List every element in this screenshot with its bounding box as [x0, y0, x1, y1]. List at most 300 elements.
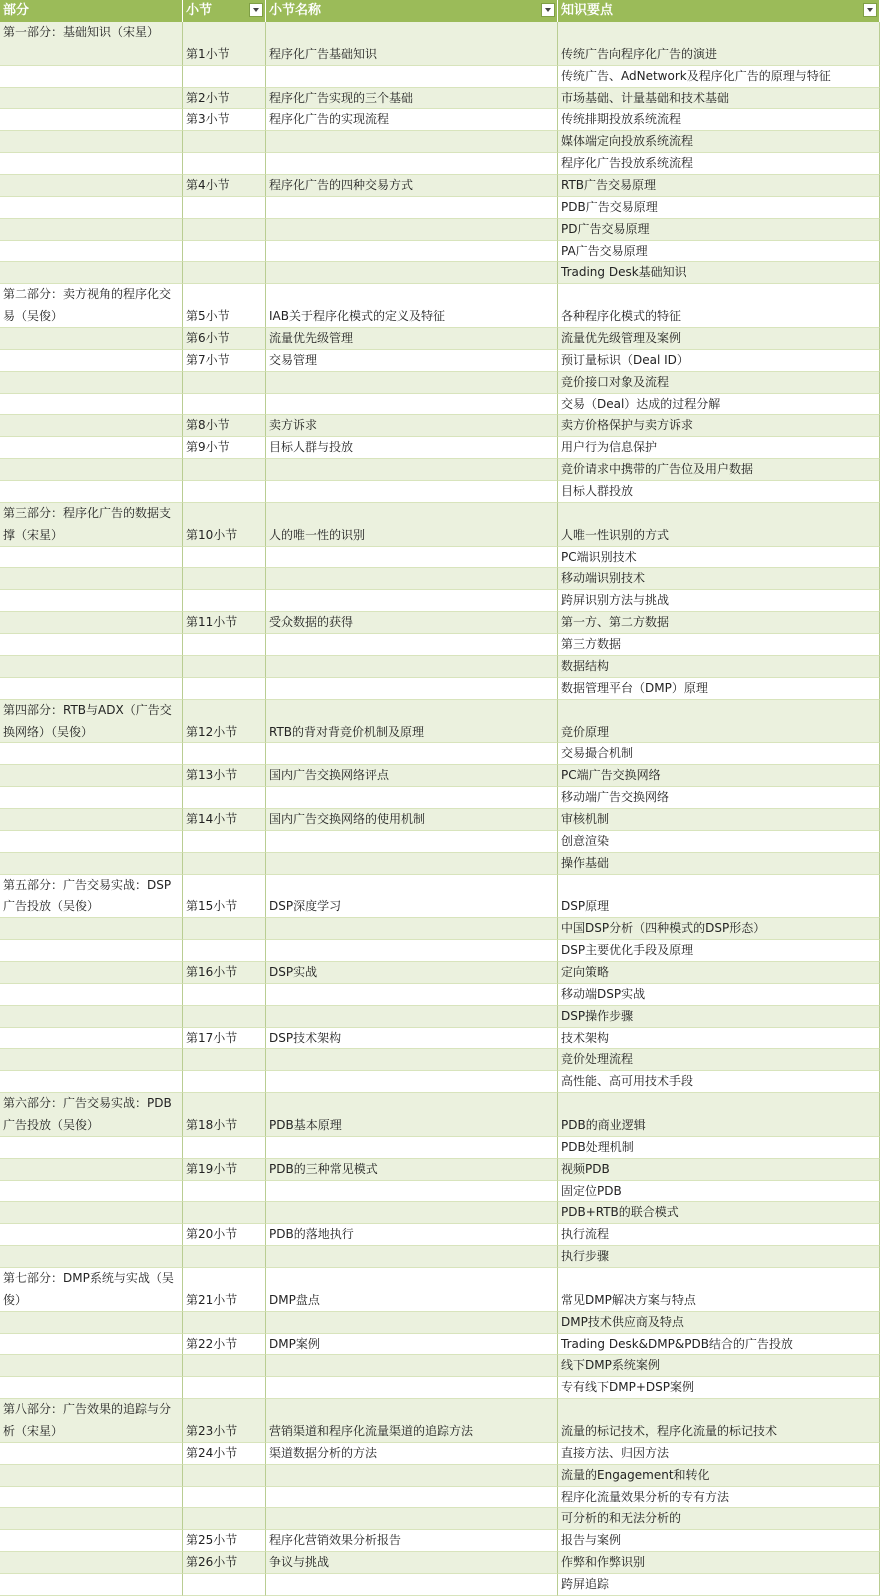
knowledge-point-cell[interactable]: 视频PDB	[558, 1159, 880, 1181]
section-cell[interactable]	[0, 219, 183, 241]
subsection-name-cell[interactable]	[266, 634, 558, 656]
section-cell[interactable]	[0, 809, 183, 831]
subsection-name-cell[interactable]: DMP盘点	[266, 1268, 558, 1312]
subsection-cell[interactable]	[183, 656, 266, 678]
subsection-name-cell[interactable]	[266, 1246, 558, 1268]
subsection-name-cell[interactable]	[266, 831, 558, 853]
header-knowledge-points[interactable]	[558, 0, 880, 22]
table-row	[0, 394, 880, 416]
subsection-name-cell[interactable]	[266, 1487, 558, 1509]
subsection-name-cell[interactable]: 流量优先级管理	[266, 328, 558, 350]
subsection-name-cell[interactable]: 渠道数据分析的方法	[266, 1443, 558, 1465]
subsection-cell[interactable]	[183, 568, 266, 590]
knowledge-point-cell[interactable]: PA广告交易原理	[558, 241, 880, 263]
subsection-cell[interactable]	[183, 1355, 266, 1377]
section-cell[interactable]	[0, 787, 183, 809]
subsection-name-cell[interactable]: 程序化广告基础知识	[266, 22, 558, 66]
table-row	[0, 1093, 880, 1137]
subsection-cell[interactable]: 第2小节	[183, 88, 266, 110]
knowledge-point-cell[interactable]: 数据结构	[558, 656, 880, 678]
table-row	[0, 1487, 880, 1509]
section-cell[interactable]	[0, 1202, 183, 1224]
table-row	[0, 328, 880, 350]
section-cell[interactable]	[0, 831, 183, 853]
subsection-cell[interactable]	[183, 219, 266, 241]
subsection-name-cell[interactable]: IAB关于程序化模式的定义及特征	[266, 284, 558, 328]
section-cell[interactable]	[0, 328, 183, 350]
subsection-cell[interactable]: 第18小节	[183, 1093, 266, 1137]
knowledge-point-cell[interactable]: 报告与案例	[558, 1530, 880, 1552]
subsection-name-cell[interactable]: 卖方诉求	[266, 415, 558, 437]
section-cell[interactable]	[0, 350, 183, 372]
knowledge-point-cell[interactable]: Trading Desk基础知识	[558, 262, 880, 284]
subsection-cell[interactable]: 第15小节	[183, 875, 266, 919]
table-row	[0, 131, 880, 153]
subsection-name-cell[interactable]: DMP案例	[266, 1334, 558, 1356]
subsection-name-cell[interactable]	[266, 241, 558, 263]
subsection-name-cell[interactable]: PDB的三种常见模式	[266, 1159, 558, 1181]
knowledge-point-cell[interactable]: 流量优先级管理及案例	[558, 328, 880, 350]
table-row	[0, 853, 880, 875]
header-row	[0, 0, 880, 22]
knowledge-point-cell[interactable]: 传统广告、AdNetwork及程序化广告的原理与特征	[558, 66, 880, 88]
subsection-name-cell[interactable]	[266, 940, 558, 962]
subsection-name-cell[interactable]	[266, 1181, 558, 1203]
table-row	[0, 262, 880, 284]
knowledge-point-cell[interactable]: 可分析的和无法分析的	[558, 1508, 880, 1530]
section-cell[interactable]: 第四部分：RTB与ADX（广告交换网络）（吴俊）	[0, 700, 183, 744]
subsection-name-cell[interactable]	[266, 678, 558, 700]
subsection-cell[interactable]: 第14小节	[183, 809, 266, 831]
section-cell[interactable]	[0, 568, 183, 590]
knowledge-point-cell[interactable]: 程序化广告投放系统流程	[558, 153, 880, 175]
subsection-name-cell[interactable]	[266, 743, 558, 765]
section-cell[interactable]: 第二部分：卖方视角的程序化交易（吴俊）	[0, 284, 183, 328]
subsection-name-cell[interactable]	[266, 394, 558, 416]
filter-dropdown-icon[interactable]	[863, 3, 877, 17]
subsection-name-cell[interactable]: 人的唯一性的识别	[266, 503, 558, 547]
knowledge-point-cell[interactable]: 交易（Deal）达成的过程分解	[558, 394, 880, 416]
subsection-name-cell[interactable]: PDB的落地执行	[266, 1224, 558, 1246]
section-cell[interactable]: 第三部分：程序化广告的数据支撑（宋星）	[0, 503, 183, 547]
knowledge-point-cell[interactable]: PDB+RTB的联合模式	[558, 1202, 880, 1224]
section-cell[interactable]	[0, 1508, 183, 1530]
knowledge-point-cell[interactable]: 固定位PDB	[558, 1181, 880, 1203]
knowledge-point-cell[interactable]: DSP操作步骤	[558, 1006, 880, 1028]
section-cell[interactable]	[0, 940, 183, 962]
filter-dropdown-icon[interactable]	[541, 3, 555, 17]
section-cell[interactable]	[0, 1312, 183, 1334]
filter-dropdown-icon[interactable]	[249, 3, 263, 17]
subsection-cell[interactable]: 第13小节	[183, 765, 266, 787]
subsection-cell[interactable]: 第4小节	[183, 175, 266, 197]
table-row	[0, 1202, 880, 1224]
subsection-name-cell[interactable]	[266, 153, 558, 175]
subsection-name-cell[interactable]	[266, 197, 558, 219]
section-cell[interactable]	[0, 612, 183, 634]
section-cell[interactable]	[0, 481, 183, 503]
knowledge-point-cell[interactable]: 执行流程	[558, 1224, 880, 1246]
subsection-cell[interactable]	[183, 66, 266, 88]
section-cell[interactable]: 第六部分：广告交易实战：PDB广告投放（吴俊）	[0, 1093, 183, 1137]
section-cell[interactable]	[0, 678, 183, 700]
section-cell[interactable]	[0, 590, 183, 612]
knowledge-point-cell[interactable]: 移动端广告交换网络	[558, 787, 880, 809]
subsection-cell[interactable]	[183, 1071, 266, 1093]
subsection-cell[interactable]: 第25小节	[183, 1530, 266, 1552]
table-row	[0, 1312, 880, 1334]
knowledge-point-cell[interactable]: 程序化流量效果分析的专有方法	[558, 1487, 880, 1509]
knowledge-point-cell[interactable]: PD广告交易原理	[558, 219, 880, 241]
subsection-cell[interactable]: 第16小节	[183, 962, 266, 984]
subsection-name-cell[interactable]	[266, 984, 558, 1006]
subsection-cell[interactable]	[183, 197, 266, 219]
knowledge-point-cell[interactable]: DSP主要优化手段及原理	[558, 940, 880, 962]
subsection-name-cell[interactable]: 程序化营销效果分析报告	[266, 1530, 558, 1552]
knowledge-point-cell[interactable]: RTB广告交易原理	[558, 175, 880, 197]
section-cell[interactable]: 第七部分：DMP系统与实战（吴俊）	[0, 1268, 183, 1312]
section-cell[interactable]	[0, 1530, 183, 1552]
subsection-cell[interactable]	[183, 1377, 266, 1399]
section-cell[interactable]	[0, 984, 183, 1006]
section-cell[interactable]: 第五部分：广告交易实战：DSP广告投放（吴俊）	[0, 875, 183, 919]
knowledge-point-cell[interactable]: 第三方数据	[558, 634, 880, 656]
section-cell[interactable]	[0, 853, 183, 875]
subsection-name-cell[interactable]	[266, 219, 558, 241]
knowledge-point-cell[interactable]: 传统排期投放系统流程	[558, 109, 880, 131]
knowledge-point-cell[interactable]: DMP技术供应商及特点	[558, 1312, 880, 1334]
section-cell[interactable]	[0, 109, 183, 131]
subsection-name-cell[interactable]	[266, 66, 558, 88]
section-cell[interactable]	[0, 1246, 183, 1268]
section-cell[interactable]	[0, 743, 183, 765]
subsection-cell[interactable]: 第11小节	[183, 612, 266, 634]
knowledge-point-cell[interactable]: 竞价原理	[558, 700, 880, 744]
subsection-cell[interactable]	[183, 831, 266, 853]
section-cell[interactable]	[0, 918, 183, 940]
subsection-name-cell[interactable]: 目标人群与投放	[266, 437, 558, 459]
subsection-name-cell[interactable]	[266, 1137, 558, 1159]
knowledge-point-cell[interactable]: 竞价请求中携带的广告位及用户数据	[558, 459, 880, 481]
subsection-cell[interactable]: 第7小节	[183, 350, 266, 372]
knowledge-point-cell[interactable]: 竞价处理流程	[558, 1049, 880, 1071]
subsection-name-cell[interactable]: 程序化广告的实现流程	[266, 109, 558, 131]
section-cell[interactable]	[0, 153, 183, 175]
table-row	[0, 1071, 880, 1093]
section-cell[interactable]	[0, 1049, 183, 1071]
subsection-cell[interactable]	[183, 940, 266, 962]
header-section[interactable]	[0, 0, 183, 22]
subsection-cell[interactable]	[183, 853, 266, 875]
knowledge-point-cell[interactable]: 作弊和作弊识别	[558, 1552, 880, 1574]
knowledge-point-cell[interactable]: 流量的Engagement和转化	[558, 1465, 880, 1487]
subsection-name-cell[interactable]	[266, 590, 558, 612]
section-cell[interactable]	[0, 1159, 183, 1181]
knowledge-point-cell[interactable]: 移动端DSP实战	[558, 984, 880, 1006]
knowledge-point-cell[interactable]: 跨屏追踪	[558, 1574, 880, 1596]
subsection-name-cell[interactable]: 国内广告交换网络评点	[266, 765, 558, 787]
table-body	[0, 22, 880, 1596]
section-cell[interactable]	[0, 372, 183, 394]
table-row	[0, 809, 880, 831]
subsection-name-cell[interactable]	[266, 1465, 558, 1487]
knowledge-point-cell[interactable]: 直接方法、归因方法	[558, 1443, 880, 1465]
knowledge-point-cell[interactable]: 卖方价格保护与卖方诉求	[558, 415, 880, 437]
subsection-name-cell[interactable]	[266, 1049, 558, 1071]
section-cell[interactable]	[0, 175, 183, 197]
table-row	[0, 568, 880, 590]
table-row	[0, 1159, 880, 1181]
section-cell[interactable]	[0, 1552, 183, 1574]
subsection-cell[interactable]	[183, 1246, 266, 1268]
knowledge-point-cell[interactable]: 移动端识别技术	[558, 568, 880, 590]
subsection-name-cell[interactable]	[266, 1202, 558, 1224]
section-cell[interactable]	[0, 1443, 183, 1465]
subsection-name-cell[interactable]	[266, 656, 558, 678]
subsection-cell[interactable]	[183, 1202, 266, 1224]
subsection-name-cell[interactable]	[266, 1355, 558, 1377]
section-cell[interactable]	[0, 656, 183, 678]
knowledge-point-cell[interactable]: 各种程序化模式的特征	[558, 284, 880, 328]
section-cell[interactable]	[0, 1487, 183, 1509]
section-cell[interactable]	[0, 262, 183, 284]
knowledge-point-cell[interactable]: 常见DMP解决方案与特点	[558, 1268, 880, 1312]
knowledge-point-cell[interactable]: 流量的标记技术，程序化流量的标记技术	[558, 1399, 880, 1443]
subsection-cell[interactable]: 第23小节	[183, 1399, 266, 1443]
subsection-cell[interactable]	[183, 634, 266, 656]
subsection-cell[interactable]: 第6小节	[183, 328, 266, 350]
knowledge-point-cell[interactable]: Trading Desk&DMP&PDB结合的广告投放	[558, 1334, 880, 1356]
subsection-cell[interactable]	[183, 481, 266, 503]
subsection-name-cell[interactable]	[266, 262, 558, 284]
subsection-cell[interactable]	[183, 459, 266, 481]
section-cell[interactable]	[0, 66, 183, 88]
subsection-name-cell[interactable]	[266, 1508, 558, 1530]
subsection-cell[interactable]: 第24小节	[183, 1443, 266, 1465]
subsection-name-cell[interactable]: 交易管理	[266, 350, 558, 372]
knowledge-point-cell[interactable]: 跨屏识别方法与挑战	[558, 590, 880, 612]
section-cell[interactable]	[0, 88, 183, 110]
knowledge-point-cell[interactable]: 技术架构	[558, 1028, 880, 1050]
subsection-name-cell[interactable]	[266, 481, 558, 503]
knowledge-point-cell[interactable]: 目标人群投放	[558, 481, 880, 503]
knowledge-point-cell[interactable]: 媒体端定向投放系统流程	[558, 131, 880, 153]
subsection-cell[interactable]	[183, 787, 266, 809]
subsection-name-cell[interactable]: 程序化广告实现的三个基础	[266, 88, 558, 110]
table-row	[0, 1399, 880, 1443]
subsection-name-cell[interactable]: RTB的背对背竞价机制及原理	[266, 700, 558, 744]
section-cell[interactable]	[0, 1181, 183, 1203]
subsection-cell[interactable]	[183, 262, 266, 284]
header-subsection-name[interactable]	[266, 0, 558, 22]
header-subsection-label: 小节	[186, 3, 213, 18]
knowledge-point-cell[interactable]: PDB的商业逻辑	[558, 1093, 880, 1137]
table-row	[0, 984, 880, 1006]
table-row	[0, 350, 880, 372]
subsection-cell[interactable]: 第20小节	[183, 1224, 266, 1246]
subsection-name-cell[interactable]	[266, 1071, 558, 1093]
table-row	[0, 918, 880, 940]
section-cell[interactable]	[0, 1377, 183, 1399]
section-cell[interactable]	[0, 241, 183, 263]
subsection-cell[interactable]: 第3小节	[183, 109, 266, 131]
knowledge-point-cell[interactable]: 竞价接口对象及流程	[558, 372, 880, 394]
section-cell[interactable]	[0, 1028, 183, 1050]
subsection-cell[interactable]	[183, 241, 266, 263]
subsection-cell[interactable]	[183, 1137, 266, 1159]
table-row	[0, 700, 880, 744]
section-cell[interactable]	[0, 1224, 183, 1246]
subsection-name-cell[interactable]: DSP技术架构	[266, 1028, 558, 1050]
subsection-cell[interactable]: 第22小节	[183, 1334, 266, 1356]
knowledge-point-cell[interactable]: 专有线下DMP+DSP案例	[558, 1377, 880, 1399]
table-row	[0, 415, 880, 437]
subsection-cell[interactable]	[183, 153, 266, 175]
section-cell[interactable]	[0, 1355, 183, 1377]
section-cell[interactable]	[0, 634, 183, 656]
subsection-name-cell[interactable]: PDB基本原理	[266, 1093, 558, 1137]
subsection-cell[interactable]: 第8小节	[183, 415, 266, 437]
subsection-cell[interactable]: 第19小节	[183, 1159, 266, 1181]
subsection-cell[interactable]: 第17小节	[183, 1028, 266, 1050]
section-cell[interactable]: 第八部分：广告效果的追踪与分析（宋星）	[0, 1399, 183, 1443]
subsection-name-cell[interactable]	[266, 787, 558, 809]
subsection-cell[interactable]	[183, 590, 266, 612]
section-cell[interactable]	[0, 459, 183, 481]
knowledge-point-cell[interactable]: 执行步骤	[558, 1246, 880, 1268]
knowledge-point-cell[interactable]: 操作基础	[558, 853, 880, 875]
table-row	[0, 962, 880, 984]
subsection-cell[interactable]	[183, 743, 266, 765]
table-row	[0, 219, 880, 241]
header-subsection[interactable]	[183, 0, 266, 22]
table-row	[0, 765, 880, 787]
table-row	[0, 1465, 880, 1487]
subsection-name-cell[interactable]: 受众数据的获得	[266, 612, 558, 634]
subsection-cell[interactable]: 第1小节	[183, 22, 266, 66]
subsection-cell[interactable]	[183, 394, 266, 416]
knowledge-point-cell[interactable]: 人唯一性识别的方式	[558, 503, 880, 547]
subsection-cell[interactable]: 第9小节	[183, 437, 266, 459]
knowledge-point-cell[interactable]: 第一方、第二方数据	[558, 612, 880, 634]
section-cell[interactable]	[0, 1006, 183, 1028]
subsection-name-cell[interactable]	[266, 547, 558, 569]
subsection-cell[interactable]	[183, 1312, 266, 1334]
table-row	[0, 875, 880, 919]
subsection-name-cell[interactable]	[266, 1312, 558, 1334]
header-knowledge-points-label: 知识要点	[561, 3, 614, 18]
section-cell[interactable]	[0, 415, 183, 437]
knowledge-point-cell[interactable]: 高性能、高可用技术手段	[558, 1071, 880, 1093]
section-cell[interactable]	[0, 1137, 183, 1159]
table-row	[0, 1377, 880, 1399]
section-cell[interactable]	[0, 394, 183, 416]
subsection-cell[interactable]	[183, 547, 266, 569]
section-cell[interactable]	[0, 1334, 183, 1356]
subsection-cell[interactable]	[183, 918, 266, 940]
subsection-name-cell[interactable]: DSP深度学习	[266, 875, 558, 919]
section-cell[interactable]: 第一部分：基础知识（宋星）	[0, 22, 183, 66]
subsection-cell[interactable]	[183, 1465, 266, 1487]
subsection-cell[interactable]	[183, 678, 266, 700]
table-row	[0, 1268, 880, 1312]
subsection-cell[interactable]	[183, 984, 266, 1006]
subsection-name-cell[interactable]: 程序化广告的四种交易方式	[266, 175, 558, 197]
knowledge-point-cell[interactable]: 中国DSP分析（四种模式的DSP形态）	[558, 918, 880, 940]
table-row	[0, 1334, 880, 1356]
knowledge-point-cell[interactable]: DSP原理	[558, 875, 880, 919]
section-cell[interactable]	[0, 437, 183, 459]
subsection-name-cell[interactable]	[266, 459, 558, 481]
subsection-name-cell[interactable]: 营销渠道和程序化流量渠道的追踪方法	[266, 1399, 558, 1443]
knowledge-point-cell[interactable]: 审核机制	[558, 809, 880, 831]
knowledge-point-cell[interactable]: 数据管理平台（DMP）原理	[558, 678, 880, 700]
table-row	[0, 678, 880, 700]
knowledge-point-cell[interactable]: 线下DMP系统案例	[558, 1355, 880, 1377]
subsection-name-cell[interactable]	[266, 918, 558, 940]
subsection-name-cell[interactable]	[266, 853, 558, 875]
knowledge-point-cell[interactable]: 创意渲染	[558, 831, 880, 853]
knowledge-point-cell[interactable]: PC端识别技术	[558, 547, 880, 569]
subsection-cell[interactable]	[183, 1006, 266, 1028]
table-row	[0, 1181, 880, 1203]
subsection-name-cell[interactable]	[266, 1377, 558, 1399]
table-row	[0, 1355, 880, 1377]
knowledge-point-cell[interactable]: 预订量标识（Deal ID）	[558, 350, 880, 372]
table-row	[0, 656, 880, 678]
header-subsection-name-label: 小节名称	[269, 3, 322, 18]
subsection-cell[interactable]: 第12小节	[183, 700, 266, 744]
section-cell[interactable]	[0, 1465, 183, 1487]
section-cell[interactable]	[0, 197, 183, 219]
section-cell[interactable]	[0, 765, 183, 787]
subsection-name-cell[interactable]: 争议与挑战	[266, 1552, 558, 1574]
subsection-cell[interactable]: 第21小节	[183, 1268, 266, 1312]
subsection-name-cell[interactable]: DSP实战	[266, 962, 558, 984]
subsection-name-cell[interactable]	[266, 568, 558, 590]
knowledge-point-cell[interactable]: 定向策略	[558, 962, 880, 984]
table-row	[0, 1006, 880, 1028]
subsection-cell[interactable]	[183, 1508, 266, 1530]
table-row	[0, 1224, 880, 1246]
subsection-cell[interactable]: 第5小节	[183, 284, 266, 328]
section-cell[interactable]	[0, 1071, 183, 1093]
knowledge-point-cell[interactable]: 交易撮合机制	[558, 743, 880, 765]
knowledge-point-cell[interactable]: PC端广告交换网络	[558, 765, 880, 787]
subsection-cell[interactable]	[183, 372, 266, 394]
knowledge-point-cell[interactable]: 用户行为信息保护	[558, 437, 880, 459]
section-cell[interactable]	[0, 547, 183, 569]
subsection-name-cell[interactable]: 国内广告交换网络的使用机制	[266, 809, 558, 831]
section-cell[interactable]	[0, 131, 183, 153]
table-row	[0, 109, 880, 131]
subsection-cell[interactable]	[183, 1487, 266, 1509]
subsection-name-cell[interactable]	[266, 372, 558, 394]
subsection-cell[interactable]: 第10小节	[183, 503, 266, 547]
section-cell[interactable]	[0, 962, 183, 984]
subsection-cell[interactable]	[183, 1049, 266, 1071]
knowledge-point-cell[interactable]: 市场基础、计量基础和技术基础	[558, 88, 880, 110]
table-row	[0, 940, 880, 962]
knowledge-point-cell[interactable]: 传统广告向程序化广告的演进	[558, 22, 880, 66]
knowledge-point-cell[interactable]: PDB处理机制	[558, 1137, 880, 1159]
subsection-cell[interactable]	[183, 1181, 266, 1203]
subsection-name-cell[interactable]	[266, 131, 558, 153]
subsection-name-cell[interactable]	[266, 1006, 558, 1028]
knowledge-point-cell[interactable]: PDB广告交易原理	[558, 197, 880, 219]
subsection-cell[interactable]	[183, 131, 266, 153]
subsection-cell[interactable]: 第26小节	[183, 1552, 266, 1574]
